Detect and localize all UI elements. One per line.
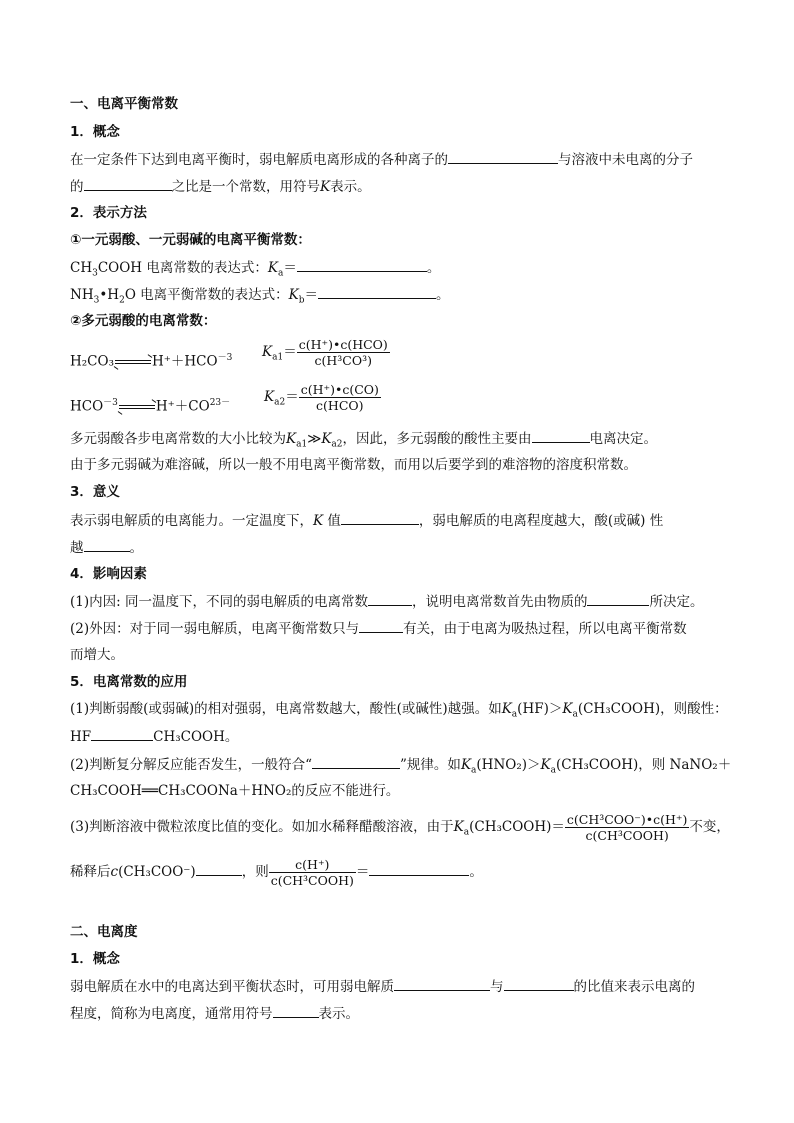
blank [504,976,574,991]
blank [368,591,412,606]
blank [394,976,490,991]
concept-heading: 1．概念 [70,124,120,140]
section-2-line-2: 程度，简称为电离度，通常用符号 表示。 [70,1003,359,1024]
concept-line-1: 在一定条件下达到电离平衡时，弱电解质电离形成的各种离子的 与溶液中未电离的分子 [70,149,693,170]
blank [84,176,172,191]
blank [297,257,427,272]
application-1-line: (1)判断弱酸(或弱碱)的相对强弱，电离常数越大，酸性(或碱性)越强。如$K_a(HF)>K_a(CH_3COOH)$，则酸性： [70,701,728,720]
equation-2: $HCO^{-3}$ $H^++CO^{23-}$ [70,398,231,415]
blank [587,591,649,606]
blank [369,861,469,876]
blank [196,861,242,876]
blank [273,1003,319,1018]
section-1-title: 一、电离平衡常数 [70,96,178,112]
equation-1: H₂CO₃ $H^++HCO^{-3}$ [70,353,233,370]
ch3cooh-expression-line: $CH_3COOH$ 电离常数的表达式：$K_a=$ 。 [70,257,440,284]
nh3-expression-line: $NH_3•H_2O$ 电离平衡常数的表达式：$K_b=$ 。 [70,284,450,311]
application-2-line-2: CH₃COOH══CH₃COONa＋HNO₂的反应不能进行。 [70,783,400,799]
meaning-line-2: 越 。 [70,537,143,558]
blank [341,510,419,525]
application-1-line-2: HF CH₃COOH。 [70,726,238,747]
application-heading: 5．电离常数的应用 [70,674,188,690]
application-3-line: (3)判断溶液中微粒浓度比值的变化。如加水稀释醋酸溶液，由于$K_a(CH_3COOH)=$ $\frac{\text{c(CH³COO⁻)•c(H⁺)}}{\text{c(CH³COOH)}}$ 不变， [70,812,730,843]
ka1-expression: $K_{a1}=$ $\frac{\text{c(H⁺)•c(HCO)}}{\text{c(H³CO³)}}$ [262,337,388,368]
section-2-line-1: 弱电解质在水中的电离达到平衡状态时，可用弱电解质 与 的比值来表示电离的 [70,976,695,997]
subheading-monoprotic: ①一元弱酸、一元弱碱的电离平衡常数： [70,232,311,248]
method-heading: 2．表示方法 [70,205,147,221]
ka2-expression: $K_{a2}=$ $\frac{c(H^+)•c(CO)}{\text{c(HCO)}}$ [264,382,379,413]
blank [312,754,400,769]
polybase-line: 由于多元弱碱为难溶碱，所以一般不用电离平衡常数，而用以后要学到的难溶物的溶度积常数。 [70,457,637,473]
section-2-title: 二、电离度 [70,924,138,940]
meaning-line-1: 表示弱电解质的电离能力。一定温度下，K 值 ，弱电解质的电离程度越大，酸(或碱) 性 [70,510,663,531]
meaning-heading: 3．意义 [70,484,120,500]
blank [359,618,403,633]
application-3-line-2: 稀释后c(CH₃COO⁻) ，则 $\frac{c(H^+)}{\text{c(CH³COOH)}}$ ＝ 。 [70,857,483,888]
section-2-concept-heading: 1．概念 [70,951,120,967]
blank [532,428,590,443]
subheading-polyprotic: ②多元弱酸的电离常数： [70,313,217,329]
blank [84,537,130,552]
equilibrium-arrow-icon [115,358,151,366]
application-2-line: (2)判断复分解反应能否发生，一般符合“ ”规律。如$K_a(HNO_2)>K_a(CH_3COOH)$，则 NaNO₂＋ [70,754,731,781]
factor-internal-line: (1)内因: 同一温度下，不同的弱电解质的电离常数 ，说明电离常数首先由物质的 所决定。 [70,591,703,612]
equilibrium-arrow-icon [119,403,155,411]
blank [318,284,436,299]
blank [448,149,558,164]
factor-external-line-2: 而增大。 [70,647,124,663]
factor-external-line: (2)外因：对于同一弱电解质，电离平衡常数只与 有关，由于电离为吸热过程，所以电离平衡常数 [70,618,687,639]
factors-heading: 4．影响因素 [70,566,147,582]
concept-line-2: 的 之比是一个常数，用符号K表示。 [70,176,371,197]
blank [91,726,153,741]
polyprotic-compare-line: 多元弱酸各步电离常数的大小比较为$K_{a1}≫K_{a2}$，因此，多元弱酸的酸性主要由 电离决定。 [70,428,657,455]
